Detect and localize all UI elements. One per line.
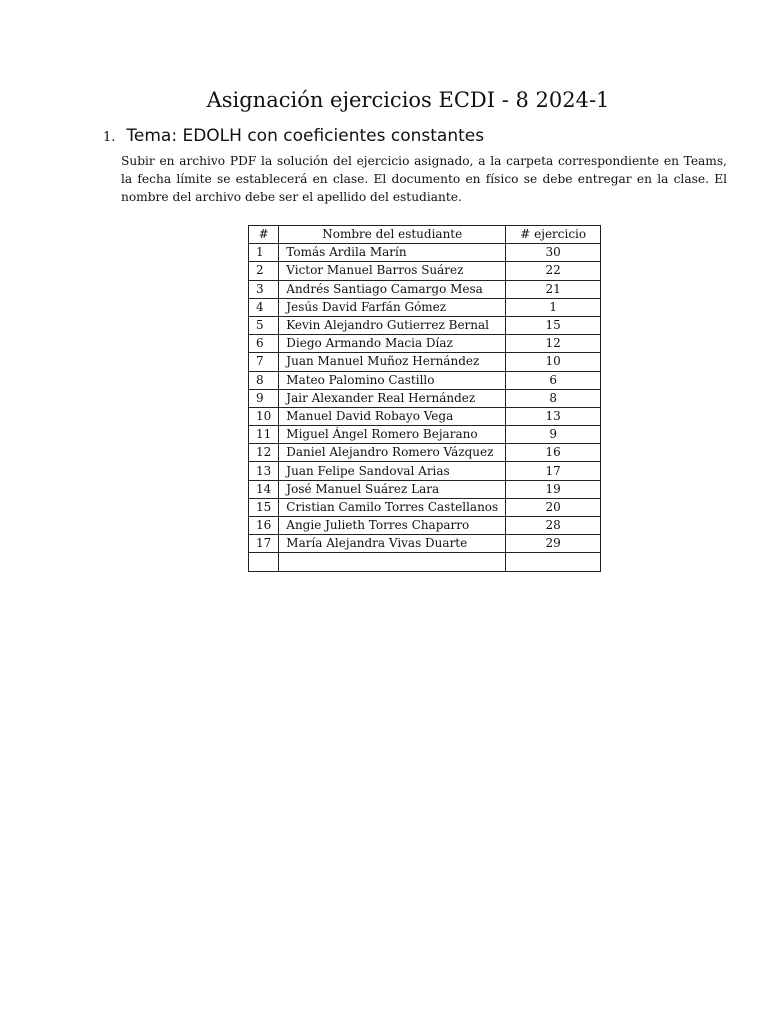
table-row [249, 316, 601, 334]
cell-student-name: Jair Alexander Real Hernández [279, 389, 506, 407]
table-row [249, 480, 601, 498]
cell-number: 6 [249, 335, 279, 353]
cell-number: 8 [249, 371, 279, 389]
cell-number: 3 [249, 280, 279, 298]
table-row [249, 335, 601, 353]
cell-number: 2 [249, 262, 279, 280]
cell-student-name: Daniel Alejandro Romero Vázquez [279, 444, 506, 462]
header-number: # [249, 226, 279, 244]
header-student-name: Nombre del estudiante [279, 226, 506, 244]
cell-student-name: Jesús David Farfán Gómez [279, 298, 506, 316]
table-row [249, 353, 601, 371]
table-row-empty [249, 553, 601, 571]
cell-number: 12 [249, 444, 279, 462]
cell-exercise [506, 553, 601, 571]
cell-number: 9 [249, 389, 279, 407]
cell-exercise: 30 [506, 244, 601, 262]
cell-student-name: Juan Felipe Sandoval Arias [279, 462, 506, 480]
table-row [249, 371, 601, 389]
cell-exercise: 10 [506, 353, 601, 371]
table-row [249, 407, 601, 425]
cell-exercise: 15 [506, 316, 601, 334]
cell-student-name: Juan Manuel Muñoz Hernández [279, 353, 506, 371]
cell-student-name: María Alejandra Vivas Duarte [279, 535, 506, 553]
cell-exercise: 16 [506, 444, 601, 462]
cell-number: 15 [249, 498, 279, 516]
cell-student-name: Tomás Ardila Marín [279, 244, 506, 262]
table-row [249, 244, 601, 262]
section-heading [103, 126, 484, 146]
assignment-table [248, 225, 601, 572]
cell-number: 11 [249, 426, 279, 444]
cell-student-name: Angie Julieth Torres Chaparro [279, 517, 506, 535]
cell-exercise: 1 [506, 298, 601, 316]
table-row [249, 535, 601, 553]
table-row [249, 498, 601, 516]
cell-exercise: 21 [506, 280, 601, 298]
cell-student-name: Diego Armando Macia Díaz [279, 335, 506, 353]
cell-number: 7 [249, 353, 279, 371]
cell-exercise: 8 [506, 389, 601, 407]
cell-exercise: 12 [506, 335, 601, 353]
cell-number: 13 [249, 462, 279, 480]
cell-student-name [279, 553, 506, 571]
document-title: Asignación ejercicios ECDI - 8 2024-1 [206, 88, 610, 112]
table-row [249, 262, 601, 280]
cell-number: 16 [249, 517, 279, 535]
cell-student-name: José Manuel Suárez Lara [279, 480, 506, 498]
cell-student-name: Manuel David Robayo Vega [279, 407, 506, 425]
table-row [249, 426, 601, 444]
table-row [249, 444, 601, 462]
cell-student-name: Cristian Camilo Torres Castellanos [279, 498, 506, 516]
table-row [249, 517, 601, 535]
cell-student-name: Mateo Palomino Castillo [279, 371, 506, 389]
cell-number [249, 553, 279, 571]
table-row [249, 280, 601, 298]
instructions-paragraph: Subir en archivo PDF la solución del ejercicio asignado, a la carpeta correspondiente en Teams, la fecha límite se establecerá en clase. El documento en físico se debe entregar en la clase. El nombre del archivo debe ser el apellido del estudiante. [121, 154, 727, 204]
cell-exercise: 13 [506, 407, 601, 425]
cell-student-name: Kevin Alejandro Gutierrez Bernal [279, 316, 506, 334]
cell-student-name: Miguel Ángel Romero Bejarano [279, 426, 506, 444]
table-row [249, 298, 601, 316]
table-header-row [249, 226, 601, 244]
cell-exercise: 29 [506, 535, 601, 553]
cell-exercise: 6 [506, 371, 601, 389]
cell-exercise: 9 [506, 426, 601, 444]
cell-number: 14 [249, 480, 279, 498]
cell-number: 4 [249, 298, 279, 316]
cell-exercise: 19 [506, 480, 601, 498]
cell-number: 5 [249, 316, 279, 334]
cell-number: 10 [249, 407, 279, 425]
section-title: Tema: EDOLH con coeficientes constantes [126, 126, 485, 146]
cell-exercise: 22 [506, 262, 601, 280]
cell-student-name: Andrés Santiago Camargo Mesa [279, 280, 506, 298]
table-row [249, 462, 601, 480]
cell-number: 17 [249, 535, 279, 553]
cell-exercise: 28 [506, 517, 601, 535]
cell-student-name: Victor Manuel Barros Suárez [279, 262, 506, 280]
cell-exercise: 17 [506, 462, 601, 480]
section-number: 1. [103, 130, 116, 145]
cell-exercise: 20 [506, 498, 601, 516]
cell-number: 1 [249, 244, 279, 262]
table-row [249, 389, 601, 407]
header-exercise: # ejercicio [506, 226, 601, 244]
